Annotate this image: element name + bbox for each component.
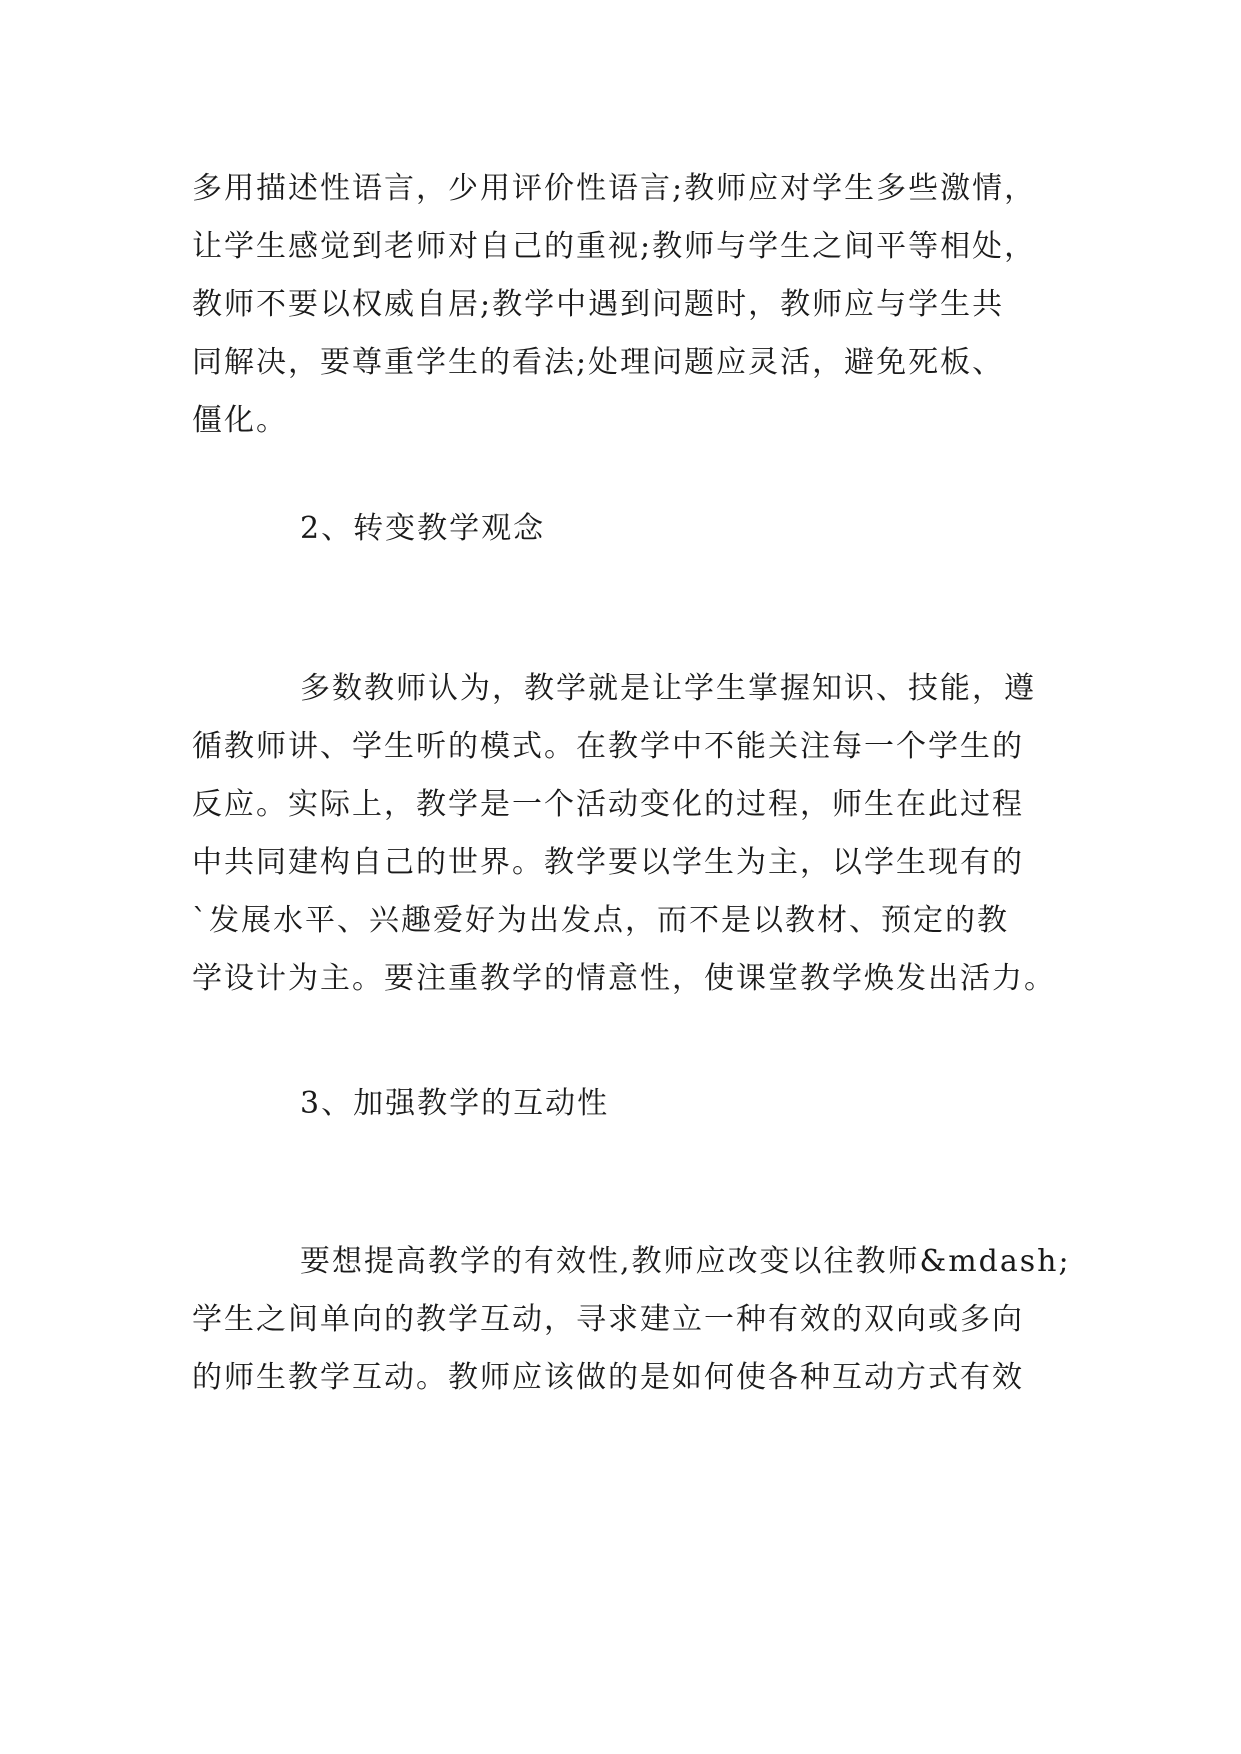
text-line: 反应。实际上，教学是一个活动变化的过程，师生在此过程 xyxy=(192,787,1024,822)
paragraph-teacher-attitude xyxy=(192,160,1062,450)
paragraph-teaching-interaction xyxy=(192,1233,1071,1407)
text-line: 同解决，要尊重学生的看法;处理问题应灵活，避免死板、 xyxy=(192,345,1005,380)
text-line: 教师不要以权威自居;教学中遇到问题时，教师应与学生共 xyxy=(192,287,1005,322)
paragraph-teaching-concept xyxy=(192,660,1062,1008)
text-line: 要想提高教学的有效性,教师应改变以往教师&mdash; xyxy=(300,1244,1071,1279)
text-line: 中共同建构自己的世界。教学要以学生为主，以学生现有的 xyxy=(192,845,1024,880)
text-line: 多用描述性语言，少用评价性语言;教师应对学生多些激情， xyxy=(192,171,1037,206)
section-heading-2: 2、转变教学观念 xyxy=(300,511,546,546)
text-line: 学设计为主。要注重教学的情意性，使课堂教学焕发出活力。 xyxy=(192,961,1056,996)
text-line: 僵化。 xyxy=(192,403,288,438)
text-line: `发展水平、兴趣爱好为出发点，而不是以教材、预定的教 xyxy=(192,903,1009,938)
text-line: 多数教师认为，教学就是让学生掌握知识、技能，遵 xyxy=(300,671,1036,706)
text-line: 学生之间单向的教学互动，寻求建立一种有效的双向或多向 xyxy=(192,1302,1024,1337)
text-line: 让学生感觉到老师对自己的重视;教师与学生之间平等相处， xyxy=(192,229,1037,264)
text-line: 循教师讲、学生听的模式。在教学中不能关注每一个学生的 xyxy=(192,729,1024,764)
text-line: 的师生教学互动。教师应该做的是如何使各种互动方式有效 xyxy=(192,1360,1024,1395)
section-heading-3: 3、加强教学的互动性 xyxy=(300,1086,610,1121)
